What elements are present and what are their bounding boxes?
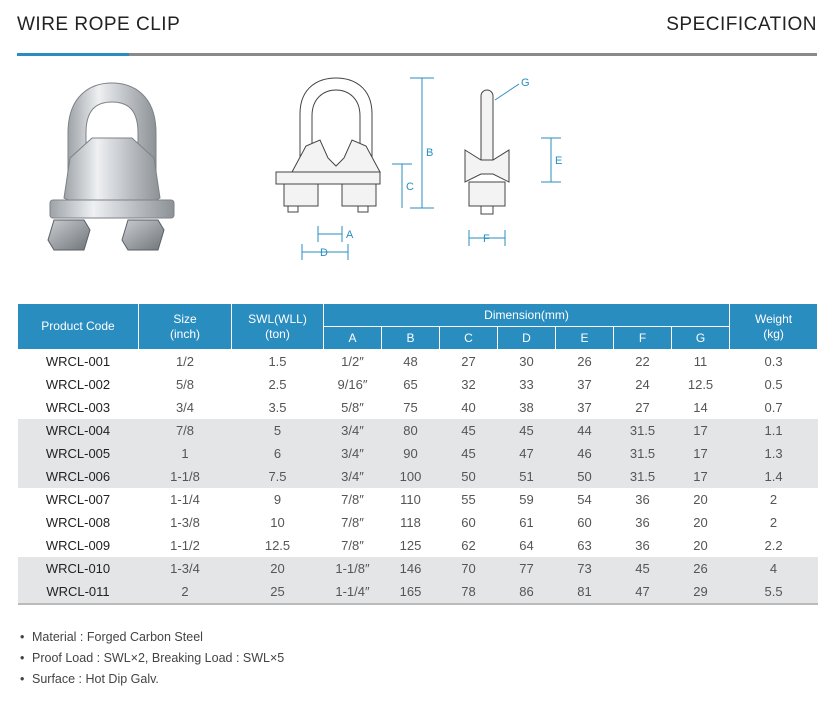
table-cell: 54 (577, 492, 592, 507)
table-cell: 61 (519, 515, 534, 530)
table-row (18, 373, 818, 396)
header-swl-label: SWL(WLL) (248, 311, 307, 326)
note-item (20, 648, 284, 669)
table-cell: 6 (232, 442, 324, 465)
table-cell: 45 (614, 557, 672, 580)
header-dim-e: E (556, 327, 614, 350)
table-cell: 60 (461, 515, 476, 530)
table-cell: 32 (461, 377, 476, 392)
header-weight (730, 304, 818, 350)
product-code-cell: WRCL-002 (45, 377, 111, 392)
table-cell: 26 (672, 557, 730, 580)
table-cell: 27 (461, 354, 476, 369)
table-cell: 59 (519, 492, 534, 507)
product-code-cell: WRCL-006 (18, 465, 139, 488)
table-cell: 38 (519, 400, 534, 415)
header-size (139, 304, 232, 350)
table-cell: 20 (693, 515, 708, 530)
table-cell: 7/8″ (341, 515, 364, 530)
table-cell: 12.5 (687, 377, 714, 392)
table-row (18, 511, 818, 534)
table-cell: 4 (730, 557, 818, 580)
table-cell: 73 (556, 557, 614, 580)
table-cell: 1/2″ (341, 354, 364, 369)
table-cell: 2.2 (764, 538, 783, 553)
table-row (18, 396, 818, 419)
table-cell: 5 (232, 419, 324, 442)
bullet-icon: • (20, 651, 25, 665)
dim-label-c: C (406, 181, 414, 193)
header-swl-unit: (ton) (265, 326, 290, 341)
table-cell: 1-3/4 (139, 557, 232, 580)
table-row (18, 557, 818, 580)
table-cell: 7.5 (232, 465, 324, 488)
dim-label-f: F (483, 233, 490, 245)
table-cell: 24 (635, 377, 650, 392)
table-cell: 5/8″ (341, 400, 364, 415)
table-cell: 60 (577, 515, 592, 530)
product-code-cell: WRCL-001 (45, 354, 111, 369)
table-cell: 20 (693, 492, 708, 507)
table-cell: 1.3 (730, 442, 818, 465)
table-row (18, 442, 818, 465)
product-code-cell: WRCL-010 (18, 557, 139, 580)
table-cell: 47 (614, 580, 672, 604)
table-cell: 36 (635, 492, 650, 507)
front-view-drawing (262, 76, 448, 264)
table-cell: 9 (273, 492, 282, 507)
table-cell: 1/2 (175, 354, 195, 369)
table-cell: 1-1/2 (170, 538, 200, 553)
header-size-unit: (inch) (169, 326, 200, 341)
side-view-drawing (455, 70, 575, 260)
table-cell: 63 (577, 538, 592, 553)
note-item (20, 669, 284, 690)
header-dimension: Dimension(mm) (324, 304, 730, 327)
header-dim-g: G (672, 327, 730, 350)
table-cell: 1.4 (730, 465, 818, 488)
dim-label-d: D (320, 247, 328, 259)
section-label: SPECIFICATION (666, 14, 817, 35)
table-cell: 44 (556, 419, 614, 442)
table-cell: 45 (440, 419, 498, 442)
header-dim-d: D (498, 327, 556, 350)
product-code-cell: WRCL-004 (18, 419, 139, 442)
table-cell: 36 (635, 538, 650, 553)
header-dim-b: B (382, 327, 440, 350)
product-code-cell: WRCL-009 (45, 538, 111, 553)
product-code-cell: WRCL-011 (18, 580, 139, 604)
table-cell: 7/8″ (341, 492, 364, 507)
header-dim-a: A (324, 327, 382, 350)
table-cell: 78 (440, 580, 498, 604)
table-cell: 75 (403, 400, 418, 415)
table-row (18, 350, 818, 374)
dim-label-e: E (555, 155, 563, 167)
table-cell: 2.5 (268, 377, 287, 392)
table-cell: 1-1/8 (139, 465, 232, 488)
table-cell: 7/8″ (341, 538, 364, 553)
table-cell: 77 (498, 557, 556, 580)
table-cell: 29 (672, 580, 730, 604)
table-cell: 118 (400, 515, 421, 530)
header-weight-unit: (kg) (763, 326, 784, 341)
table-cell: 5/8 (175, 377, 195, 392)
table-cell: 2 (769, 515, 778, 530)
table-cell: 30 (519, 354, 534, 369)
table-cell: 65 (403, 377, 418, 392)
page-title: WIRE ROPE CLIP (17, 14, 181, 35)
table-cell: 45 (440, 442, 498, 465)
table-cell: 11 (693, 354, 708, 369)
table-cell: 47 (498, 442, 556, 465)
table-cell: 33 (519, 377, 534, 392)
table-cell: 86 (498, 580, 556, 604)
table-cell: 2 (139, 580, 232, 604)
header-divider-accent (17, 53, 129, 56)
table-cell: 10 (270, 515, 285, 530)
table-cell: 12.5 (264, 538, 291, 553)
dim-label-a: A (346, 229, 354, 241)
table-cell: 1 (139, 442, 232, 465)
table-cell: 125 (399, 538, 422, 553)
table-cell: 46 (556, 442, 614, 465)
table-cell: 70 (440, 557, 498, 580)
table-cell: 1-3/8 (170, 515, 200, 530)
table-cell: 3/4″ (324, 419, 382, 442)
table-cell: 50 (440, 465, 498, 488)
header-swl (232, 304, 324, 350)
table-cell: 31.5 (614, 465, 672, 488)
note-text: Proof Load : SWL×2, Breaking Load : SWL×5 (32, 651, 285, 665)
note-item (20, 627, 284, 648)
header-dim-f: F (614, 327, 672, 350)
table-cell: 22 (635, 354, 650, 369)
table-cell: 26 (577, 354, 592, 369)
table-cell: 14 (693, 400, 708, 415)
table-cell: 165 (382, 580, 440, 604)
table-row (18, 465, 818, 488)
table-cell: 9/16″ (337, 377, 368, 392)
table-cell: 50 (556, 465, 614, 488)
table-cell: 7/8 (139, 419, 232, 442)
table-cell: 37 (577, 377, 592, 392)
notes-list (20, 627, 284, 690)
table-cell: 1.1 (730, 419, 818, 442)
table-cell: 62 (461, 538, 476, 553)
table-cell: 100 (382, 465, 440, 488)
table-cell: 20 (232, 557, 324, 580)
table-cell: 25 (232, 580, 324, 604)
table-cell: 40 (461, 400, 476, 415)
header-dim-c: C (440, 327, 498, 350)
product-code-cell: WRCL-008 (45, 515, 111, 530)
table-cell: 90 (382, 442, 440, 465)
table-cell: 17 (672, 442, 730, 465)
table-cell: 31.5 (614, 419, 672, 442)
table-cell: 55 (461, 492, 476, 507)
table-cell: 17 (672, 419, 730, 442)
header-divider (17, 53, 817, 56)
table-cell: 1-1/4 (170, 492, 200, 507)
table-cell: 80 (382, 419, 440, 442)
header-weight-label: Weight (754, 311, 793, 326)
product-code-cell: WRCL-005 (18, 442, 139, 465)
table-cell: 31.5 (614, 442, 672, 465)
note-text: Material : Forged Carbon Steel (32, 630, 203, 644)
bullet-icon: • (20, 672, 25, 686)
table-cell: 1.5 (268, 354, 287, 369)
product-photo (40, 78, 185, 258)
table-cell: 5.5 (730, 580, 818, 604)
table-cell: 3.5 (268, 400, 287, 415)
table-row (18, 534, 818, 557)
page-header (17, 0, 817, 56)
table-cell: 3/4″ (324, 465, 382, 488)
table-cell: 0.7 (764, 400, 783, 415)
table-cell: 17 (672, 465, 730, 488)
table-cell: 3/4 (175, 400, 195, 415)
dim-label-g: G (521, 77, 530, 89)
table-cell: 36 (635, 515, 650, 530)
note-text: Surface : Hot Dip Galv. (32, 672, 159, 686)
table-cell: 3/4″ (324, 442, 382, 465)
table-cell: 64 (519, 538, 534, 553)
table-cell: 146 (382, 557, 440, 580)
table-row (18, 580, 818, 604)
bullet-icon: • (20, 630, 25, 644)
product-code-cell: WRCL-007 (45, 492, 111, 507)
table-cell: 0.3 (764, 354, 783, 369)
table-row (18, 488, 818, 511)
table-cell: 48 (403, 354, 418, 369)
table-cell: 1-1/4″ (324, 580, 382, 604)
table-cell: 27 (635, 400, 650, 415)
table-row (18, 419, 818, 442)
table-cell: 37 (577, 400, 592, 415)
table-cell: 51 (498, 465, 556, 488)
table-cell: 110 (400, 492, 421, 507)
specification-table (17, 303, 818, 605)
table-cell: 1-1/8″ (324, 557, 382, 580)
header-size-label: Size (173, 311, 197, 326)
table-cell: 20 (693, 538, 708, 553)
table-cell: 2 (769, 492, 778, 507)
table-cell: 0.5 (764, 377, 783, 392)
table-body (18, 350, 818, 605)
product-code-cell: WRCL-003 (45, 400, 111, 415)
table-cell: 45 (498, 419, 556, 442)
dim-label-b: B (426, 147, 434, 159)
table-cell: 81 (556, 580, 614, 604)
header-product-code: Product Code (18, 304, 139, 350)
